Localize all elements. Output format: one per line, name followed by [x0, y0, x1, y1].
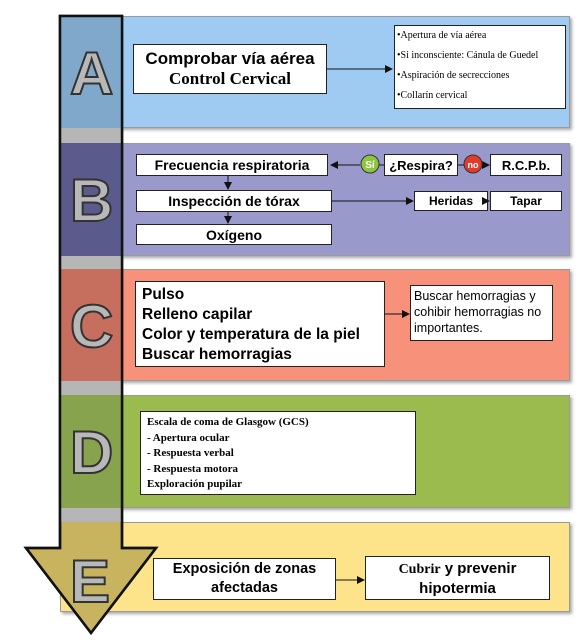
- letter-e: E: [70, 548, 111, 615]
- b-frecuencia-box: Frecuencia respiratoria: [136, 154, 328, 176]
- a-main-line2: Control Cervical: [169, 69, 291, 88]
- b-oxigeno-box: Oxígeno: [136, 224, 332, 245]
- letter-b: B: [70, 167, 114, 234]
- d-item: - Respuesta motora: [147, 462, 239, 475]
- e-main-line1: Exposición de zonas: [172, 561, 317, 577]
- b-rcpb-box: R.C.P.b.: [490, 154, 562, 176]
- b-tapar-box: Tapar: [490, 191, 562, 211]
- c-item: Relleno capilar: [142, 306, 253, 323]
- c-item: Color y temperatura de la piel: [142, 326, 360, 343]
- letter-c: C: [70, 293, 114, 360]
- d-item: - Apertura ocular: [147, 431, 230, 444]
- b-si-label: Sí: [365, 160, 375, 171]
- a-list-item: •Aspiración de secrecciones: [397, 70, 510, 81]
- e-side-rest: y prevenir: [440, 559, 517, 577]
- b-no-label: no: [467, 160, 479, 170]
- c-item: Buscar hemorragias: [142, 346, 292, 363]
- a-list-item: •Si inconsciente: Cánula de Guedel: [397, 50, 539, 61]
- d-item: - Respuesta verbal: [147, 447, 234, 459]
- c-side-text: Buscar hemorragias y cohibir hemorragias no importantes.: [414, 289, 542, 335]
- a-list-item: •Collarín cervical: [397, 90, 468, 101]
- e-side-line2: hipotermia: [419, 579, 496, 597]
- letter-d: D: [70, 419, 114, 486]
- c-item: Pulso: [142, 286, 185, 303]
- a-list-item: •Apertura de vía aérea: [397, 30, 487, 41]
- b-heridas-box: Heridas: [414, 191, 488, 211]
- d-item: Escala de coma de Glasgow (GCS): [147, 416, 309, 428]
- e-main-line2: afectadas: [211, 580, 278, 596]
- e-side-prefix: Cubrir: [398, 561, 441, 577]
- d-item: Exploración pupilar: [147, 478, 243, 490]
- letter-a: A: [70, 40, 114, 107]
- b-respira-box: ¿Respira?: [384, 154, 458, 176]
- a-main-line1: Comprobar vía aérea: [145, 49, 315, 68]
- b-inspeccion-box: Inspección de tórax: [136, 190, 332, 212]
